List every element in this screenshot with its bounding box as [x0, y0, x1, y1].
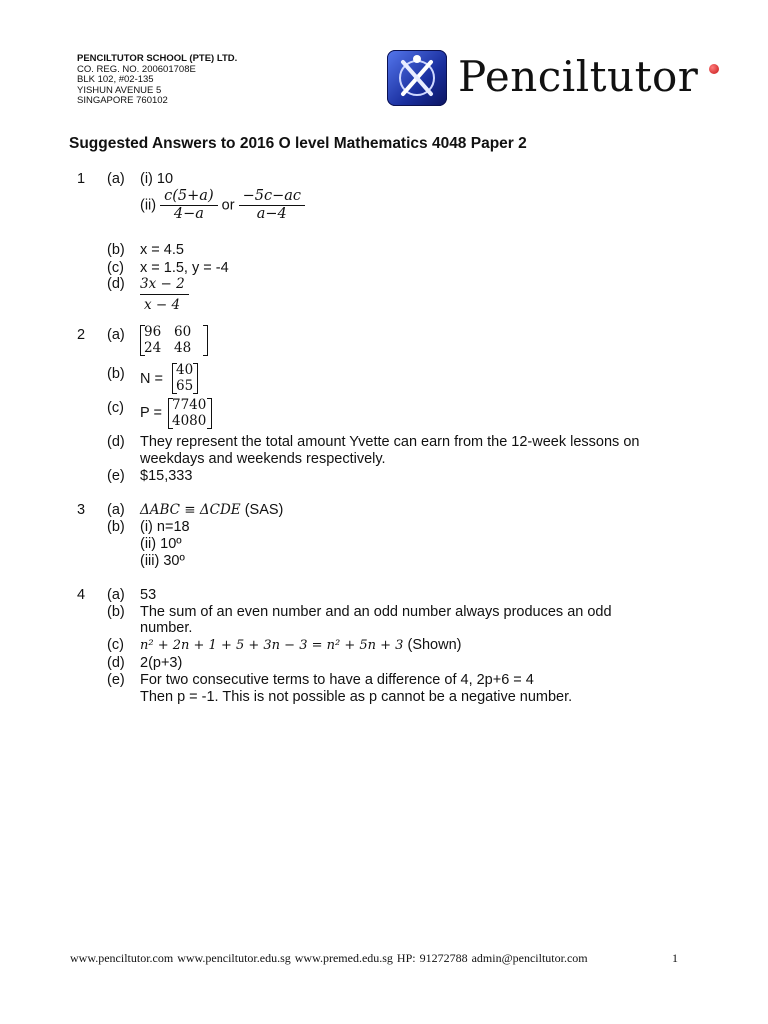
q4-e-label: (e)	[107, 672, 125, 688]
q3-a-suffix: (SAS)	[244, 502, 284, 518]
q1-c: x = 1.5, y = -4	[140, 260, 229, 276]
q1-fraction-1	[160, 188, 217, 223]
matrix-cell: 48	[174, 339, 192, 356]
matrix-row	[141, 325, 207, 341]
matrix-cell: 65	[176, 377, 194, 394]
matrix-cell: 96	[144, 324, 162, 340]
q1-f1-numerator: c(5+a)	[164, 188, 214, 204]
q1-d-numerator: 3x − 2	[140, 276, 185, 292]
company-name: PENCILTUTOR SCHOOL (PTE) LTD.	[77, 53, 238, 64]
q3-a-label: (a)	[107, 502, 125, 518]
matrix-cell: 60	[174, 324, 192, 340]
footer-contact: www.penciltutor.com www.penciltutor.edu.sg www.premed.edu.sg HP: 91272788 admin@penciltutor.com	[70, 951, 588, 965]
page-title: Suggested Answers to 2016 O level Mathematics 4048 Paper 2	[69, 135, 527, 152]
q2-b-prefix: N =	[140, 371, 163, 387]
q2-b-label: (b)	[107, 366, 125, 382]
q1-c-label: (c)	[107, 260, 124, 276]
q4-e-line-2: Then p = -1. This is not possible as p cannot be a negative number.	[140, 689, 573, 705]
q1-f2-denominator: a−4	[239, 205, 305, 223]
q4-a-label: (a)	[107, 587, 125, 603]
q2-c-matrix	[168, 398, 212, 429]
q2-c-label: (c)	[107, 400, 124, 416]
q1-d-denominator: x − 4	[140, 294, 189, 313]
q2-a-label: (a)	[107, 327, 125, 343]
matrix-row	[173, 363, 197, 379]
q1-b-label: (b)	[107, 242, 125, 258]
address-line-1: BLK 102, #02-135	[77, 74, 154, 86]
q1-fraction-2	[239, 188, 305, 223]
q3-a	[140, 502, 283, 519]
q4-b-line-2: number.	[140, 620, 193, 636]
logo-wordmark: Penciltutor	[458, 52, 699, 101]
q4-d-label: (d)	[107, 655, 125, 671]
q3-b-i: (i) n=18	[140, 519, 190, 535]
q4-a: 53	[140, 587, 157, 603]
q2-b-matrix	[172, 363, 198, 394]
q1-f1-denominator: 4−a	[160, 205, 217, 223]
q3-a-congruence: ΔABC ≡ ΔCDE	[140, 502, 241, 518]
q4-c-label: (c)	[107, 637, 124, 653]
q3-b-iii: (iii) 30º	[140, 553, 185, 569]
matrix-cell: 4080	[172, 412, 207, 429]
registered-mark-icon	[709, 64, 719, 74]
q1-or: or	[221, 197, 235, 214]
q1-a-ii-label: (ii)	[140, 197, 157, 214]
logo-emblem-icon	[387, 50, 447, 106]
address-line-2: YISHUN AVENUE 5	[77, 84, 162, 96]
penciltutor-logo	[386, 48, 721, 112]
q2-e-label: (e)	[107, 468, 125, 484]
matrix-row	[141, 341, 207, 357]
q1-d-fraction	[140, 276, 189, 313]
q3-b-ii: (ii) 10º	[140, 536, 182, 552]
school-header	[77, 54, 237, 107]
q1-a-label: (a)	[107, 171, 125, 187]
company-reg: CO. REG. NO. 200601708E	[77, 63, 196, 75]
q2-d-line-1: They represent the total amount Yvette can earn from the 12-week lessons on	[140, 434, 640, 450]
q3-b-label: (b)	[107, 519, 125, 535]
q1-d-label: (d)	[107, 276, 125, 292]
q4-e-line-1: For two consecutive terms to have a difference of 4, 2p+6 = 4	[140, 672, 534, 688]
q2-d-line-2: weekdays and weekends respectively.	[140, 451, 386, 467]
q4-c-suffix: (Shown)	[407, 637, 462, 653]
q2-number: 2	[77, 327, 86, 343]
q3-number: 3	[77, 502, 86, 518]
q1-a-ii	[140, 188, 305, 223]
matrix-cell: 40	[176, 362, 194, 378]
address-line-3: SINGAPORE 760102	[77, 95, 168, 107]
q4-c	[140, 637, 461, 654]
matrix-cell: 7740	[172, 397, 207, 413]
matrix-row	[169, 414, 211, 430]
q4-d: 2(p+3)	[140, 655, 183, 671]
matrix-row	[173, 379, 197, 395]
q2-e: $15,333	[140, 468, 193, 484]
q4-c-expression: n² + 2n + 1 + 5 + 3n − 3 = n² + 5n + 3	[140, 638, 404, 653]
q1-a-i: (i) 10	[140, 171, 174, 187]
q2-c-prefix: P =	[140, 405, 162, 421]
page-number: 1	[672, 951, 678, 965]
q4-b-line-1: The sum of an even number and an odd number always produces an odd	[140, 604, 612, 620]
q1-number: 1	[77, 171, 86, 187]
q1-b: x = 4.5	[140, 242, 184, 258]
q4-number: 4	[77, 587, 86, 603]
matrix-cell: 24	[144, 339, 162, 356]
q1-f2-numerator: −5c−ac	[242, 188, 301, 204]
q2-d-label: (d)	[107, 434, 125, 450]
q4-b-label: (b)	[107, 604, 125, 620]
q2-a-matrix	[140, 325, 208, 356]
matrix-row	[169, 398, 211, 414]
